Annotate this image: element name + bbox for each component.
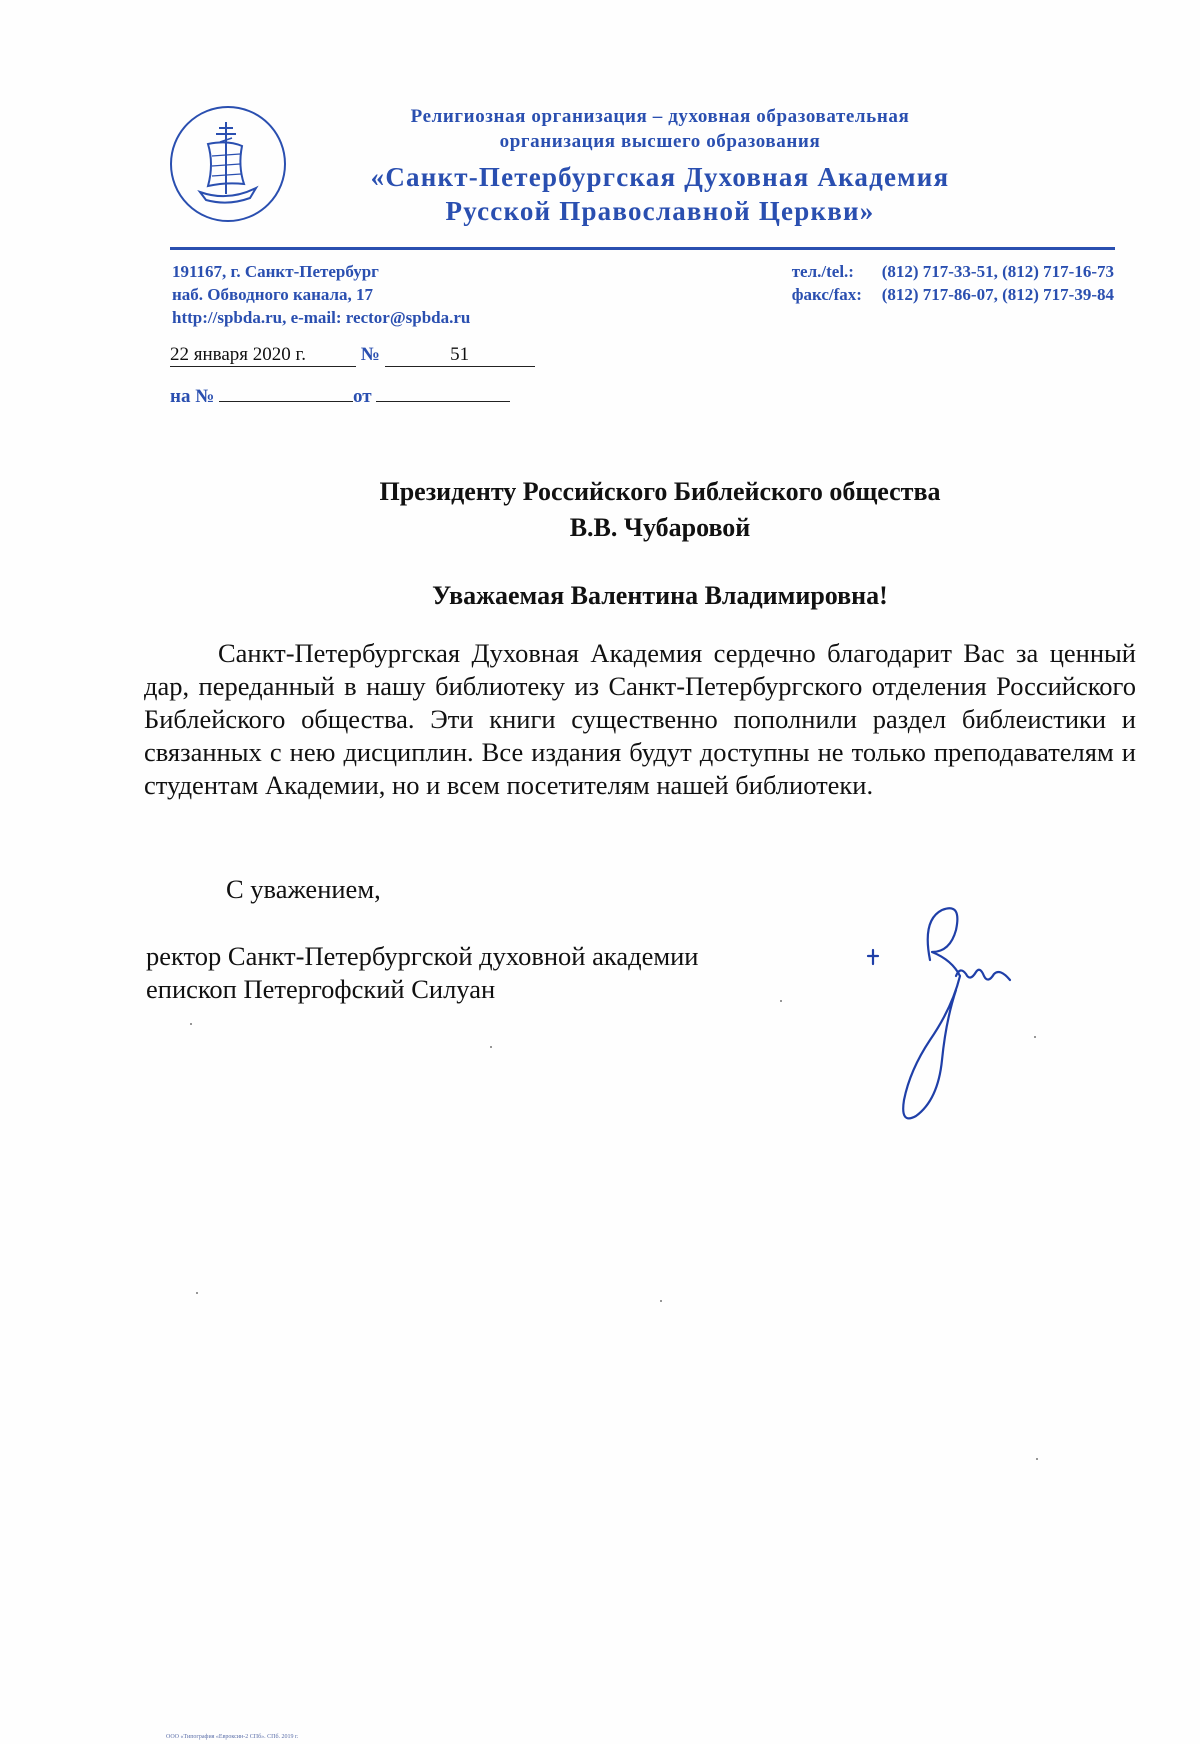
scan-speck xyxy=(780,1000,782,1002)
postal-address xyxy=(172,260,470,329)
addressee-block xyxy=(0,474,1200,546)
closing-phrase: С уважением, xyxy=(226,874,381,904)
scan-speck xyxy=(1034,1036,1036,1038)
signatory-position: ректор Санкт-Петербургской духовной академии xyxy=(146,941,699,971)
org-type-line: Религиозная организация – духовная образовательная xyxy=(410,106,910,127)
organization-header xyxy=(300,104,1020,228)
reference-date-label: от xyxy=(353,386,372,407)
scan-speck xyxy=(490,1046,492,1048)
phone-label: тел./tel.: xyxy=(791,262,854,281)
address-line: наб. Обводного канала, 17 xyxy=(172,285,374,304)
addressee-name: В.В. Чубаровой xyxy=(569,513,751,542)
phone-value: (812) 717-33-51, (812) 717-16-73 xyxy=(881,262,1114,281)
scan-speck xyxy=(1036,1458,1038,1460)
salutation: Уважаемая Валентина Владимировна! xyxy=(432,581,888,610)
letter-body: Санкт-Петербургская Духовная Академия сердечно благодарит Вас за ценный дар, переданный в нашу библиотеку из Санкт-Петербургского отделения Российского Библейского общества. Эти книги существенно пополнили раздел библеистики и связанных с нею дисциплин. Все издания будут доступны не только преподавателям и студентам Академии, но и всем посетителям нашей библиотеки. xyxy=(144,638,1136,800)
fax-label: факс/fax: xyxy=(791,285,862,304)
printer-imprint: ООО «Типография «Евроксин-2 СПб». СПб. 2019 г. xyxy=(166,1734,299,1740)
address-line: 191167, г. Санкт-Петербург xyxy=(172,262,379,281)
header-divider xyxy=(170,247,1115,250)
handwritten-signature-icon xyxy=(860,890,1040,1130)
letter-date: 22 января 2020 г. xyxy=(170,344,356,367)
reference-number-blank xyxy=(219,383,353,402)
number-label: № xyxy=(360,344,380,365)
fax-row xyxy=(792,283,1114,306)
org-name-line: Русской Православной Церкви» xyxy=(445,196,875,226)
reference-date-blank xyxy=(376,383,510,402)
incoming-reference xyxy=(170,383,510,408)
org-type-line: организация высшего образования xyxy=(499,131,821,152)
phone-fax-block xyxy=(792,260,1114,306)
scan-speck xyxy=(196,1292,198,1294)
phone-row xyxy=(792,260,1114,283)
fax-value: (812) 717-86-07, (812) 717-39-84 xyxy=(881,285,1114,304)
scan-speck xyxy=(660,1300,662,1302)
signatory-block xyxy=(146,940,698,1006)
outgoing-registration xyxy=(170,344,535,367)
reference-number-label: на № xyxy=(170,386,215,407)
addressee-title: Президенту Российского Библейского общества xyxy=(379,477,941,506)
website-email-line: http://spbda.ru, e-mail: rector@spbda.ru xyxy=(172,308,471,327)
scan-speck xyxy=(190,1023,192,1025)
letter-number: 51 xyxy=(385,344,535,367)
signatory-name: епископ Петергофский Силуан xyxy=(146,974,496,1004)
org-name-line: «Санкт-Петербургская Духовная Академия xyxy=(370,162,950,192)
ship-with-cross-logo-icon xyxy=(168,104,288,224)
